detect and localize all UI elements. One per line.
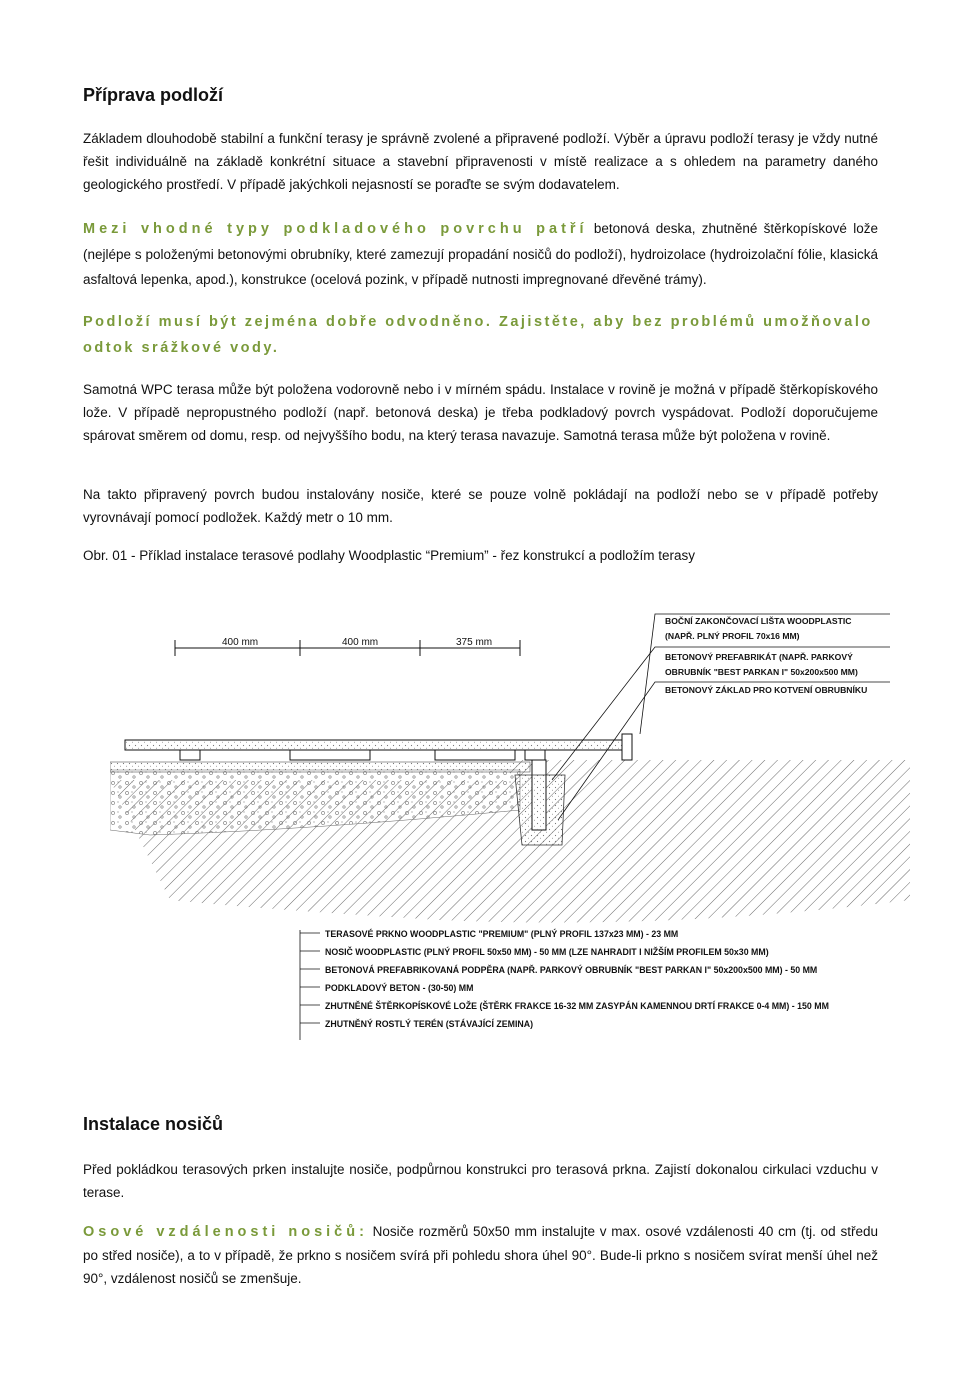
paragraph-drainage: Podloží musí být zejména dobře odvodněno. Zajistěte, aby bez problémů umožňovalo odtok srážkové vody. [83,314,873,356]
bottom-label-joist: NOSIČ WOODPLASTIC (PLNÝ PROFIL 50x50 MM) - 50 MM (LZE NAHRADIT I NIŽŠÍM PROFILEM 50x30 MM) [325,947,769,957]
support-joist-2 [290,750,370,760]
curb-foundation [515,775,565,845]
bottom-label-gravel-bed: ZHUTNĚNÉ ŠTĚRKOPÍSKOVÉ LOŽE (ŠTĚRK FRAKCE 16-32 MM ZASYPÁN KAMENNOU DRTÍ FRAKCE 0-4 MM) - 150 MM [325,1001,829,1011]
figure-caption: Obr. 01 - Příklad instalace terasové podlahy Woodplastic “Premium” - řez konstrukcí a podložím terasy [83,548,696,563]
base-concrete [110,762,530,772]
support-joist-3 [435,750,515,760]
bottom-label-soil: ZHUTNĚNÝ ROSTLÝ TERÉN (STÁVAJÍCÍ ZEMINA) [325,1019,534,1029]
section-heading-instalace: Instalace nosičů [83,1114,224,1134]
top-label-foundation: BETONOVÝ ZÁKLAD PRO KOTVENÍ OBRUBNÍKU [665,685,868,695]
support-joist-1 [180,750,200,760]
axis-distance-rest: Nosiče rozměrů 50x50 mm instalujte v max. osové vzdálenosti 40 cm (tj. od středu po střed nosiče), a to v případě, že prkno s nosičem svírá při pohledu shora úhel 90°. Bude-li prkno s nosičem svírat menší úhel než 90°, vzdálenost nosičů se zmenšuje. [83,1224,878,1286]
support-joist-4 [525,750,545,760]
paragraph-wpc-slope: Samotná WPC terasa může být položena vodorovně nebo i v mírném spádu. Instalace v rovině je možná v případě štěrkopískového lože. V případě nepropustného podloží (např. betonová deska) je třeba podkladový povrch vyspádovat. Podloží doporučujeme spárovat směrem od domu, resp. od nejvyššího bodu, na který terasa navazuje. Samotná terasa může být položena v rovině. [83,382,878,443]
top-label-concrete-prefab: BETONOVÝ PREFABRIKÁT (NAPŘ. PARKOVÝ [665,652,853,662]
surface-types-rest: betonová deska, zhutněné štěrkopískové lože (nejlépe s položenými betonovými obrubníky, které zamezují propadání nosičů do podloží), hydroizolace (hydroizolační fólie, klasická asfaltová lepenka, apod.), konstrukce (ocelová pozink, v případě nutnosti impregnované dřevěné trámy). [83,221,878,287]
dimension-label-1: 400 mm [222,637,259,648]
dimension-label-3: 375 mm [456,637,493,648]
top-label-curb: OBRUBNÍK "BEST PARKAN I" 50x200x500 MM) [665,667,858,677]
paragraph-axis-distance [83,1220,878,1290]
dimension-label-2: 400 mm [342,637,379,648]
paragraph-intro: Základem dlouhodobě stabilní a funkční terasy je správně zvolené a připravené podloží. Výběr a úpravu podloží terasy je vždy nutné řešit individuálně na základě konkrétní situace a stavební připravenosti v místě realizace a s ohledem na parametry daného geologického prostředí. V případě jakýchkoli nejasností se poraďte se svým dodavatelem. [83,131,878,192]
paragraph-surface-types [83,216,878,292]
paragraph-supports: Na takto připravený povrch budou instalovány nosiče, které se pouze volně pokládají na podloží nebo se v případě potřeby vyrovnávají pomocí podložek. Každý metr o 10 mm. [83,487,878,525]
bottom-label-base-concrete: PODKLADOVÝ BETON - (30-50) MM [325,983,474,993]
paragraph-install-supports: Před pokládkou terasových prken instalujte nosiče, podpůrnou konstrukci pro terasová prkna. Zajistí dokonalou cirkulaci vzduchu v terase. [83,1162,878,1200]
decking-board [125,740,625,750]
bottom-label-deck-board: TERASOVÉ PRKNO WOODPLASTIC "PREMIUM" (PLNÝ PROFIL 137x23 MM) - 23 MM [325,929,679,939]
edge-profile [622,734,632,760]
top-label-edge-profile: (NAPŘ. PLNÝ PROFIL 70x16 MM) [665,631,800,641]
bottom-label-prefab-support: BETONOVÁ PREFABRIKOVANÁ PODPĚRA (NAPŘ. PARKOVÝ OBRUBNÍK "BEST PARKAN I" 50x200x500 MM) - 50 MM [325,965,818,975]
top-label-edge-strip: BOČNÍ ZAKONČOVACÍ LIŠTA WOODPLASTIC [665,616,852,626]
construction-section-drawing [110,600,910,1040]
surface-types-lead: Mezi vhodné typy podkladového povrchu patří [83,221,588,237]
axis-distance-lead: Osové vzdálenosti nosičů: [83,1224,368,1240]
section-heading-priprava: Příprava podloží [83,85,224,105]
